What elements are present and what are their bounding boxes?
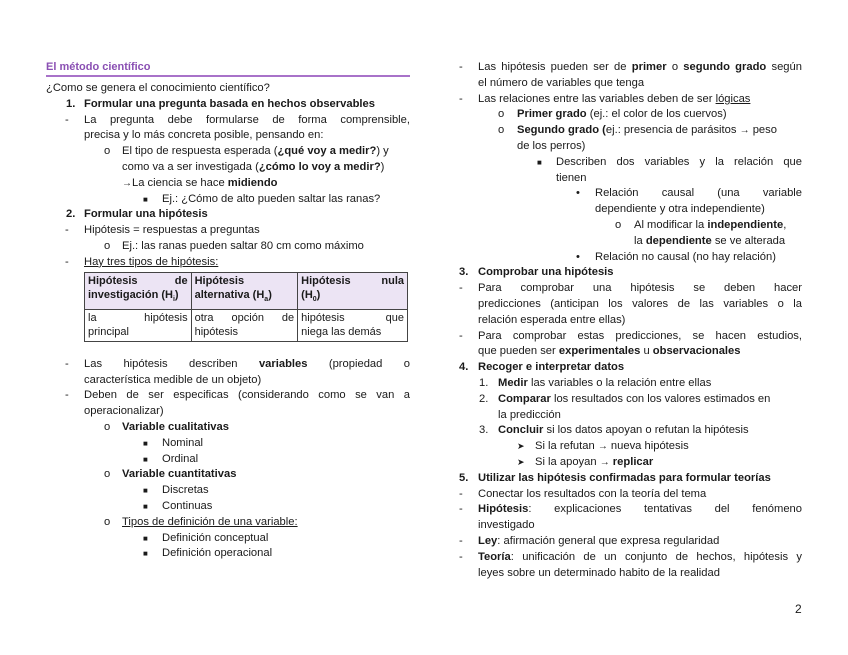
table-header-row xyxy=(85,272,408,309)
arrow-right-icon: → xyxy=(739,125,750,137)
test-desc-cont2: relación esperada entre ellas) xyxy=(478,313,626,326)
hypothesis-types-label: - Hay tres tipos de hipótesis: xyxy=(65,255,219,268)
hypothesis-definition: - Hipótesis = respuestas a preguntas xyxy=(65,224,260,237)
step-4: 4. Recoger e interpretar datos xyxy=(459,361,625,374)
substep-compare: 2. Comparar los resultados con los valores estimados en xyxy=(479,392,771,405)
table-cell-alternative: otra opción de hipótesis xyxy=(191,309,298,341)
studies-desc: - Para comprobar estas predicciones, se hacen estudios, xyxy=(459,329,802,342)
table-header-alternative: Hipótesis alternativa $(H_a)$ xyxy=(191,272,298,309)
discrete-item: ■ Discretas xyxy=(46,483,410,499)
variable-qualitative: o Variable cualitativas xyxy=(104,420,229,433)
bullet-response-type-cont: como va a ser investigada (¿cómo lo voy a medir?) xyxy=(122,160,385,173)
causal-relation-cont: dependiente y otra independiente) xyxy=(595,203,765,216)
step-5: 5. Utilizar las hipótesis confirmadas para formular teorías xyxy=(459,471,771,484)
intro-question: ¿Como se genera el conocimiento científico? xyxy=(46,82,270,94)
square-bullet-icon: ■ xyxy=(143,438,148,448)
square-bullet-icon: ■ xyxy=(143,486,148,496)
specific-desc: - Deben de ser especificas (considerando como se van a xyxy=(65,389,410,402)
table-cell-null: hipótesis que niega las demás xyxy=(298,309,408,341)
refute-item: ➤ Si la refutan → nueva hipótesis xyxy=(459,439,802,455)
studies-desc-cont: que pueden ser experimentales u observacionales xyxy=(478,345,741,358)
step-1-desc: - La pregunta debe formularse de forma comprensible, xyxy=(65,113,410,126)
square-bullet-icon: ■ xyxy=(143,501,148,511)
test-desc: - Para comprobar una hipótesis se deben hacer xyxy=(459,282,802,295)
support-item: ➤ Si la apoyan → replicar xyxy=(459,455,802,471)
arrowhead-bullet-icon: ➤ xyxy=(517,456,525,467)
step-1-desc-cont: precisa y lo más concreta posible, pensando en: xyxy=(84,129,324,142)
square-bullet-icon: ■ xyxy=(143,533,148,543)
arrowhead-bullet-icon: ➤ xyxy=(517,441,525,452)
degree-desc: - Las hipótesis pueden ser de primer o segundo grado según xyxy=(459,61,802,73)
table-cell-research: la hipótesis principal xyxy=(85,309,192,341)
specific-desc-cont: operacionalizar) xyxy=(84,405,164,418)
square-bullet-icon: ■ xyxy=(143,194,148,204)
hypothesis-table xyxy=(84,272,408,342)
example-1: ■ Ej.: ¿Cómo de alto pueden saltar las ranas? xyxy=(46,192,410,208)
continuous-item: ■ Continuas xyxy=(46,499,410,515)
substep-conclude: 3. Concluir si los datos apoyan o refutan la hipótesis xyxy=(479,424,749,437)
theory-def: - Teoría: unificación de un conjunto de hechos, hipótesis y xyxy=(459,550,802,563)
operational-definition-item: ■ Definición operacional xyxy=(46,546,410,562)
describe-two-vars: ■ Describen dos variables y la relación que xyxy=(459,155,802,171)
arrow-right-icon: → xyxy=(599,456,610,468)
variables-desc-cont: característica medible de un objeto) xyxy=(84,373,262,386)
relations-desc: - Las relaciones entre las variables deben de ser lógicas xyxy=(459,92,751,105)
theory-def-cont: leyes sobre un determinado habito de la realidad xyxy=(478,566,720,579)
variables-desc: - Las hipótesis describen variables (propiedad o xyxy=(65,357,410,370)
first-degree: o Primer grado (ej.: el color de los cuervos) xyxy=(498,108,727,121)
substep-compare-cont: la predicción xyxy=(498,408,561,421)
square-bullet-icon: ■ xyxy=(143,454,148,464)
right-column xyxy=(459,60,802,581)
substep-measure: 1. Medir las variables o la relación entre ellas xyxy=(479,376,712,389)
arrow-right-icon: → xyxy=(122,177,132,189)
hypothesis-def: - Hipótesis: explicaciones tentativas del fenómeno xyxy=(459,503,802,516)
law-def: - Ley: afirmación general que expresa regularidad xyxy=(459,534,720,547)
degree-desc-cont: el número de variables que tenga xyxy=(478,76,645,89)
modify-independent-cont: la dependiente se ve alterada xyxy=(634,234,786,247)
ordinal-item: ■ Ordinal xyxy=(46,452,410,468)
page-number: 2 xyxy=(795,602,802,616)
step-3: 3. Comprobar una hipótesis xyxy=(459,266,614,279)
square-bullet-icon: ■ xyxy=(537,157,542,167)
describe-two-vars-cont: tienen xyxy=(556,171,587,184)
variable-quantitative: o Variable cuantitativas xyxy=(104,468,237,481)
conceptual-definition-item: ■ Definición conceptual xyxy=(46,531,410,547)
table-header-research: Hipótesis de investigación $(H_i)$ xyxy=(85,272,192,309)
step-2: 2. Formular una hipótesis xyxy=(66,208,208,221)
square-bullet-icon: ■ xyxy=(143,549,148,559)
causal-relation: • Relación causal (una variable xyxy=(576,187,802,200)
noncausal-relation: • Relación no causal (no hay relación) xyxy=(576,250,776,263)
table-row xyxy=(85,309,408,341)
definition-types: o Tipos de definición de una variable: xyxy=(104,515,298,528)
arrow-science-measuring: →La ciencia se hace midiendo xyxy=(122,176,278,189)
example-2: o Ej.: las ranas pueden saltar 80 cm como máximo xyxy=(104,239,364,252)
left-column xyxy=(46,60,410,562)
section-title: El método científico xyxy=(46,60,410,77)
nominal-item: ■ Nominal xyxy=(46,436,410,452)
table-header-null: Hipótesis nula $(H_0)$ xyxy=(298,272,408,309)
step-1: 1. Formular una pregunta basada en hechos observables xyxy=(66,97,375,110)
connect-results: - Conectar los resultados con la teoría del tema xyxy=(459,487,707,500)
arrow-right-icon: → xyxy=(597,441,608,453)
bullet-response-type: o El tipo de respuesta esperada (¿qué voy a medir?) y xyxy=(104,145,389,158)
second-degree-cont: de los perros) xyxy=(517,139,586,152)
second-degree: o Segundo grado (ej.: presencia de parásitos → peso xyxy=(498,124,777,137)
hypothesis-def-cont: investigado xyxy=(478,519,535,532)
modify-independent: o Al modificar la independiente, xyxy=(615,218,787,231)
test-desc-cont: predicciones (anticipan los valores de las variables o la xyxy=(478,297,802,310)
